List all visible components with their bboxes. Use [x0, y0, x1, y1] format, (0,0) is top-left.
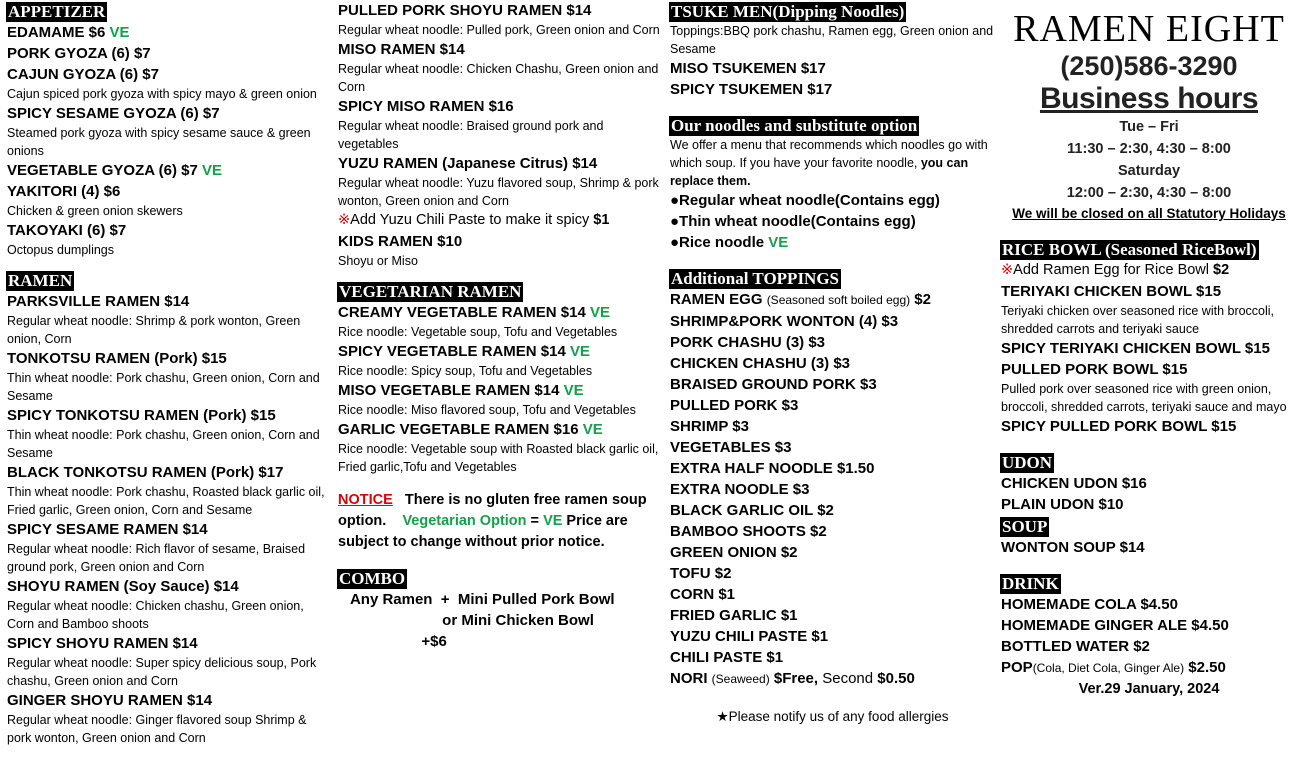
menu-item [670, 79, 995, 100]
section-heading-wrap [1001, 453, 1297, 473]
vegan-badge: VE [570, 343, 591, 360]
menu-item-description: Rice noodle: Miso flavored soup, Tofu and Vegetables [338, 403, 636, 417]
menu-column-2 [338, 0, 660, 652]
spacer [1001, 558, 1297, 572]
spacer [338, 270, 660, 280]
menu-item-text: EXTRA NOODLE $3 [670, 481, 810, 498]
menu-item [7, 519, 332, 540]
menu-item-text: NORI [670, 670, 712, 687]
section-heading-wrap [1001, 517, 1297, 537]
menu-item-text: KIDS RAMEN $10 [338, 233, 463, 250]
menu-item-text: CAJUN GYOZA (6) $7 [7, 66, 159, 83]
menu-item-text: WONTON SOUP $14 [1001, 539, 1145, 556]
menu-item [338, 380, 660, 401]
add-on-note [338, 210, 660, 231]
menu-item-text: BLACK GARLIC OIL $2 [670, 502, 834, 519]
menu-item [670, 605, 995, 626]
menu-item [670, 353, 995, 374]
menu-item-price: $Free, [769, 670, 823, 687]
menu-item [7, 462, 332, 483]
menu-item-description: Regular wheat noodle: Rich flavor of sesame, Braised ground pork, Green onion and Corn [7, 542, 306, 574]
menu-item-description: Thin wheat noodle: Pork chashu, Green onion, Corn and Sesame [7, 428, 320, 460]
menu-item-text: RAMEN EGG [670, 291, 767, 308]
menu-item [670, 311, 995, 332]
menu-item-text: or Mini Chicken Bowl [338, 612, 594, 629]
menu-item [338, 341, 660, 362]
menu-item-text: YUZU CHILI PASTE $1 [670, 628, 829, 645]
menu-item-text: SHOYU RAMEN (Soy Sauce) $14 [7, 578, 239, 595]
section-heading: RICE BOWL (Seasoned RiceBowl) [1002, 240, 1257, 259]
menu-item-text: CREAMY VEGETABLE RAMEN $14 [338, 304, 590, 321]
menu-item [7, 181, 332, 202]
section-heading: TSUKE MEN(Dipping Noodles) [671, 2, 905, 21]
section-heading-wrap [338, 569, 660, 589]
vegan-badge: VE [563, 382, 584, 399]
noodle-info [670, 136, 995, 190]
menu-item-text: MISO TSUKEMEN $17 [670, 60, 826, 77]
menu-item-text: PORK GYOZA (6) $7 [7, 45, 151, 62]
reference-mark-icon: ※ [338, 212, 351, 228]
vegan-badge: VE [590, 304, 611, 321]
version-info: Ver.29 January, 2024 [1078, 681, 1220, 697]
vegan-badge: VE [543, 513, 563, 529]
vegan-badge: VE [202, 162, 223, 179]
restaurant-name: RAMEN EIGHT [1013, 8, 1285, 50]
menu-item [670, 563, 995, 584]
add-on-price: $1 [593, 212, 610, 228]
menu-item-text: SHRIMP&PORK WONTON (4) $3 [670, 313, 899, 330]
menu-item [1001, 338, 1297, 359]
notice-text: There is no gluten free ramen soup option. [338, 492, 651, 529]
menu-column-3 [670, 0, 995, 726]
menu-item-note: (Seasoned soft boiled egg) [766, 293, 911, 307]
menu-item [670, 58, 995, 79]
menu-item-text: HOMEMADE COLA $4.50 [1001, 596, 1178, 613]
menu-item-text: SPICY TSUKEMEN $17 [670, 81, 833, 98]
menu-item-text: ●Thin wheat noodle(Contains egg) [670, 213, 916, 230]
menu-item-description: Regular wheat noodle: Chicken Chashu, Green onion and Corn [338, 62, 659, 94]
section-heading: COMBO [339, 569, 406, 588]
menu-item-text: CHICKEN CHASHU (3) $3 [670, 355, 851, 372]
menu-item-price: $0.50 [877, 670, 915, 687]
menu-item-text: GREEN ONION $2 [670, 544, 798, 561]
menu-item [7, 64, 332, 85]
menu-item-description: Shoyu or Miso [338, 254, 418, 268]
holiday-notice: We will be closed on all Statutory Holidays [1012, 206, 1286, 221]
menu-item-description: Teriyaki chicken over seasoned rice with broccoli, shredded carrots and teriyaki sauce [1001, 304, 1275, 336]
spacer [670, 690, 995, 700]
section-heading: UDON [1002, 453, 1053, 472]
menu-item [670, 374, 995, 395]
menu-item-description: Regular wheat noodle: Pulled pork, Green onion and Corn [338, 23, 660, 37]
menu-item-text: BLACK TONKOTSU RAMEN (Pork) $17 [7, 464, 284, 481]
menu-item-text: SPICY PULLED PORK BOWL $15 [1001, 418, 1237, 435]
menu-item-text: PARKSVILLE RAMEN $14 [7, 293, 190, 310]
menu-item-note: (Seaweed) [711, 672, 770, 686]
menu-item [338, 0, 660, 21]
menu-item-description: Toppings:BBQ pork chashu, Ramen egg, Green onion and Sesame [670, 24, 994, 56]
section-heading: APPETIZER [8, 2, 106, 21]
menu-item [670, 232, 995, 253]
menu-item [338, 589, 660, 610]
menu-item-description: Regular wheat noodle: Braised ground pork and vegetables [338, 119, 604, 151]
menu-item-text: SPICY VEGETABLE RAMEN $14 [338, 343, 571, 360]
menu-item [1001, 537, 1297, 558]
menu-item [670, 500, 995, 521]
menu-item [338, 39, 660, 60]
menu-item [670, 190, 995, 211]
vegan-badge: VE [768, 234, 789, 251]
menu-item-text: VEGETABLES $3 [670, 439, 792, 456]
menu-item-text: HOMEMADE GINGER ALE $4.50 [1001, 617, 1229, 634]
menu-item [1001, 636, 1297, 657]
menu-item [1001, 615, 1297, 636]
menu-item-description: Pulled pork over seasoned rice with green onion, broccoli, shredded carrots, teriyaki sauce and mayo [1001, 382, 1287, 414]
business-hours-line: 12:00 – 2:30, 4:30 – 8:00 [1066, 185, 1232, 201]
vegan-badge: VE [109, 24, 130, 41]
section-heading-wrap [1001, 574, 1297, 594]
notice-equals: = [526, 513, 544, 529]
menu-item-text: ●Rice noodle [670, 234, 769, 251]
menu-item-description: Regular wheat noodle: Yuzu flavored soup, Shrimp & pork wonton, Green onion and Corn [338, 176, 659, 208]
menu-item-text: CORN $1 [670, 586, 736, 603]
menu-item [338, 302, 660, 323]
section-heading-wrap [670, 116, 995, 136]
vegan-badge: VE [582, 421, 603, 438]
menu-column-4 [1001, 0, 1297, 700]
business-hours-line: Saturday [1117, 163, 1181, 179]
menu-item-text: PULLED PORK SHOYU RAMEN $14 [338, 2, 592, 19]
section-heading-wrap [670, 269, 995, 289]
menu-item [670, 584, 995, 605]
menu-item-description: Thin wheat noodle: Pork chashu, Roasted black garlic oil, Fried garlic, Green onion, Corn and Sesame [7, 485, 325, 517]
menu-item-text: GINGER SHOYU RAMEN $14 [7, 692, 213, 709]
menu-item-text: SPICY TERIYAKI CHICKEN BOWL $15 [1001, 340, 1270, 357]
section-heading: DRINK [1002, 574, 1059, 593]
menu-item-text: TAKOYAKI (6) $7 [7, 222, 127, 239]
menu-item [7, 348, 332, 369]
spacer [1001, 437, 1297, 451]
noodle-info-bold: you can replace them. [670, 156, 969, 188]
spacer [670, 100, 995, 114]
menu-item [338, 96, 660, 117]
menu-item-description: Regular wheat noodle: Ginger flavored soup Shrimp & pork wonton, Green onion and Corn [7, 713, 307, 745]
menu-item-text: FRIED GARLIC $1 [670, 607, 798, 624]
spacer [338, 476, 660, 490]
add-on-note [1001, 260, 1297, 281]
business-hours-line: Tue – Fri [1119, 119, 1179, 135]
menu-item [338, 419, 660, 440]
section-heading: SOUP [1002, 517, 1048, 536]
menu-item-text: PULLED PORK $3 [670, 397, 799, 414]
add-on-price: $2 [1213, 262, 1230, 278]
menu-item-text: PULLED PORK BOWL $15 [1001, 361, 1188, 378]
notice-label: NOTICE [338, 492, 393, 508]
menu-item-text: EDAMAME $6 [7, 24, 110, 41]
menu-item-text: SPICY SESAME GYOZA (6) $7 [7, 105, 220, 122]
menu-item-text: SHRIMP $3 [670, 418, 749, 435]
menu-item [670, 332, 995, 353]
menu-item-text: VEGETABLE GYOZA (6) $7 [7, 162, 203, 179]
menu-item-text: SPICY SHOYU RAMEN $14 [7, 635, 198, 652]
business-hours-line: 11:30 – 2:30, 4:30 – 8:00 [1067, 141, 1231, 157]
menu-item [1001, 473, 1297, 494]
menu-item [7, 291, 332, 312]
menu-item-text: YAKITORI (4) $6 [7, 183, 121, 200]
menu-item-text: PLAIN UDON $10 [1001, 496, 1124, 513]
spacer [670, 253, 995, 267]
menu-item-text: CHICKEN UDON $16 [1001, 475, 1147, 492]
menu-item [670, 416, 995, 437]
menu-item-description: Chicken & green onion skewers [7, 204, 183, 218]
menu-item-text: BOTTLED WATER $2 [1001, 638, 1150, 655]
menu-item-text: Any Ramen + Mini Pulled Pork Bowl [338, 591, 615, 608]
vegetarian-option-label: Vegetarian Option [402, 513, 527, 529]
section-heading: RAMEN [8, 271, 73, 290]
menu-item-description: Regular wheat noodle: Shrimp & pork wonton, Green onion, Corn [7, 314, 301, 346]
menu-item [670, 289, 995, 311]
menu-item-text: BRAISED GROUND PORK $3 [670, 376, 877, 393]
menu-item [1001, 594, 1297, 615]
menu-item [670, 437, 995, 458]
spacer [1001, 224, 1297, 238]
allergy-notice: ★Please notify us of any food allergies [716, 709, 949, 724]
menu-item [1001, 657, 1297, 679]
menu-item-text: SPICY MISO RAMEN $16 [338, 98, 514, 115]
menu-item-description: Rice noodle: Spicy soup, Tofu and Vegetables [338, 364, 593, 378]
price-notice: Price are subject to change without prior notice. [338, 513, 632, 550]
menu-item-price: $2 [910, 291, 931, 308]
menu-item [670, 521, 995, 542]
menu-item [1001, 359, 1297, 380]
menu-item-text: CHILI PASTE $1 [670, 649, 784, 666]
menu-item [7, 633, 332, 654]
section-heading: Our noodles and substitute option [671, 116, 918, 135]
menu-item-price: $2.50 [1184, 659, 1226, 676]
menu-item-description: Rice noodle: Vegetable soup with Roasted black garlic oil, Fried garlic,Tofu and Vegetables [338, 442, 659, 474]
menu-item [670, 395, 995, 416]
menu-item-text: BAMBOO SHOOTS $2 [670, 523, 827, 540]
menu-item-text: SPICY SESAME RAMEN $14 [7, 521, 208, 538]
notice [338, 490, 660, 553]
menu-item [7, 43, 332, 64]
menu-item-text: YUZU RAMEN (Japanese Citrus) $14 [338, 155, 598, 172]
menu-item [670, 626, 995, 647]
menu-item [670, 479, 995, 500]
section-heading-wrap [7, 2, 332, 22]
menu-item [338, 631, 660, 652]
menu-item-description: Regular wheat noodle: Chicken chashu, Green onion, Corn and Bamboo shoots [7, 599, 304, 631]
menu-column-1 [7, 0, 332, 747]
menu-item-text: TONKOTSU RAMEN (Pork) $15 [7, 350, 227, 367]
menu-item [7, 220, 332, 241]
menu-item [670, 647, 995, 668]
reference-mark-icon: ※ [1001, 262, 1014, 278]
spacer [338, 553, 660, 567]
menu-item-note: (Cola, Diet Cola, Ginger Ale) [1032, 661, 1185, 675]
menu-item-description: Cajun spiced pork gyoza with spicy mayo & green onion [7, 87, 317, 101]
menu-item [7, 690, 332, 711]
menu-item [338, 153, 660, 174]
add-on-text: Add Yuzu Chili Paste to make it spicy [350, 212, 594, 228]
menu-item [7, 22, 332, 43]
spacer [7, 259, 332, 269]
menu-item [338, 610, 660, 631]
menu-item-text: +$6 [338, 633, 447, 650]
menu-item-description: Steamed pork gyoza with spicy sesame sauce & green onions [7, 126, 311, 158]
menu-item-text: PORK CHASHU (3) $3 [670, 334, 826, 351]
section-heading-wrap [338, 282, 660, 302]
menu-item-description: Rice noodle: Vegetable soup, Tofu and Vegetables [338, 325, 618, 339]
section-heading-wrap [670, 2, 995, 22]
section-heading: Additional TOPPINGS [671, 269, 840, 288]
menu-item-text: ●Regular wheat noodle(Contains egg) [670, 192, 940, 209]
menu-item-text: GARLIC VEGETABLE RAMEN $16 [338, 421, 583, 438]
menu-item [670, 668, 995, 690]
phone-number: (250)586-3290 [1060, 51, 1238, 81]
menu-item-text: SPICY TONKOTSU RAMEN (Pork) $15 [7, 407, 276, 424]
menu-item-description: Regular wheat noodle: Super spicy delicious soup, Pork chashu, Green onion and Corn [7, 656, 317, 688]
menu-item-text: TERIYAKI CHICKEN BOWL $15 [1001, 283, 1222, 300]
menu-item-text: EXTRA HALF NOODLE $1.50 [670, 460, 875, 477]
menu-item [1001, 281, 1297, 302]
menu-item [670, 458, 995, 479]
menu-item-note: Second [822, 670, 878, 687]
menu-item-description: Octopus dumplings [7, 243, 115, 257]
menu-item [670, 211, 995, 232]
section-heading-wrap [1001, 240, 1297, 260]
menu-item-text: MISO RAMEN $14 [338, 41, 465, 58]
menu-item-text: MISO VEGETABLE RAMEN $14 [338, 382, 564, 399]
menu-item [338, 231, 660, 252]
menu-item-description: Thin wheat noodle: Pork chashu, Green onion, Corn and Sesame [7, 371, 320, 403]
menu-item [1001, 416, 1297, 437]
menu-item [7, 103, 332, 124]
menu-item [1001, 494, 1297, 515]
menu-item [670, 542, 995, 563]
menu-item-text: TOFU $2 [670, 565, 732, 582]
menu-item-text: POP [1001, 659, 1033, 676]
section-heading-wrap [7, 271, 332, 291]
menu-item [7, 576, 332, 597]
business-hours-title: Business hours [1039, 82, 1259, 115]
menu-item [7, 160, 332, 181]
menu-item [7, 405, 332, 426]
section-heading: VEGETARIAN RAMEN [339, 282, 522, 301]
noodle-info-text: We offer a menu that recommends which noodles go with which soup. If you have your favorite noodle, [670, 138, 988, 170]
add-on-text: Add Ramen Egg for Rice Bowl [1013, 262, 1214, 278]
